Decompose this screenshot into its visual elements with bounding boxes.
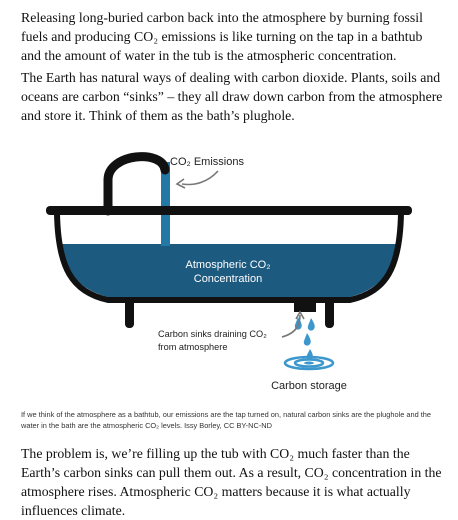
emissions-arrow <box>182 171 218 184</box>
bathtub-diagram <box>0 140 458 402</box>
drain-drop <box>304 333 311 346</box>
storage-ripple-center <box>304 362 314 365</box>
concentration-label-line1: Atmospheric CO₂ <box>185 259 271 271</box>
tap-water-stream <box>161 162 170 246</box>
paragraph-problem: The problem is, we’re filling up the tub with CO₂ much faster than the Earth’s carbon sinks can pull them out. As a result, CO₂ concentration in the atmosphere rises. Atmospheric CO₂ matters because it is what actually influences climate. <box>21 446 442 518</box>
figure-caption: If we think of the atmosphere as a bathtub, our emissions are the tap turned on, natural carbon sinks are the plughole and the water in the bath are the atmospheric CO₂ levels. Issy Borley, CC BY-NC-ND <box>21 410 432 430</box>
tub-foot-right <box>325 298 334 328</box>
storage-label: Carbon storage <box>271 380 347 392</box>
drain-drop <box>308 318 315 331</box>
emissions-label: CO₂ Emissions <box>170 156 244 168</box>
plughole-drain <box>294 300 316 312</box>
tap-pipe <box>108 157 165 211</box>
sinks-label-line2: from atmosphere <box>158 342 228 352</box>
paragraph-emissions-analogy: Releasing long-buried carbon back into the atmosphere by burning fossil fuels and producing CO₂ emissions is like turning on the tap in a bathtub and the amount of water in the tub is the atmospheric concentration. <box>21 10 423 63</box>
concentration-label-line2: Concentration <box>193 273 263 285</box>
tub-rim <box>46 206 412 215</box>
sinks-label-line1: Carbon sinks draining CO₂ <box>158 329 267 339</box>
paragraph-carbon-sinks: The Earth has natural ways of dealing with carbon dioxide. Plants, soils and oceans are carbon “sinks” – they all draw down carbon from the atmosphere and store it. Think of them as the bath’s plughole. <box>21 70 443 123</box>
tub-foot-left <box>125 298 134 328</box>
